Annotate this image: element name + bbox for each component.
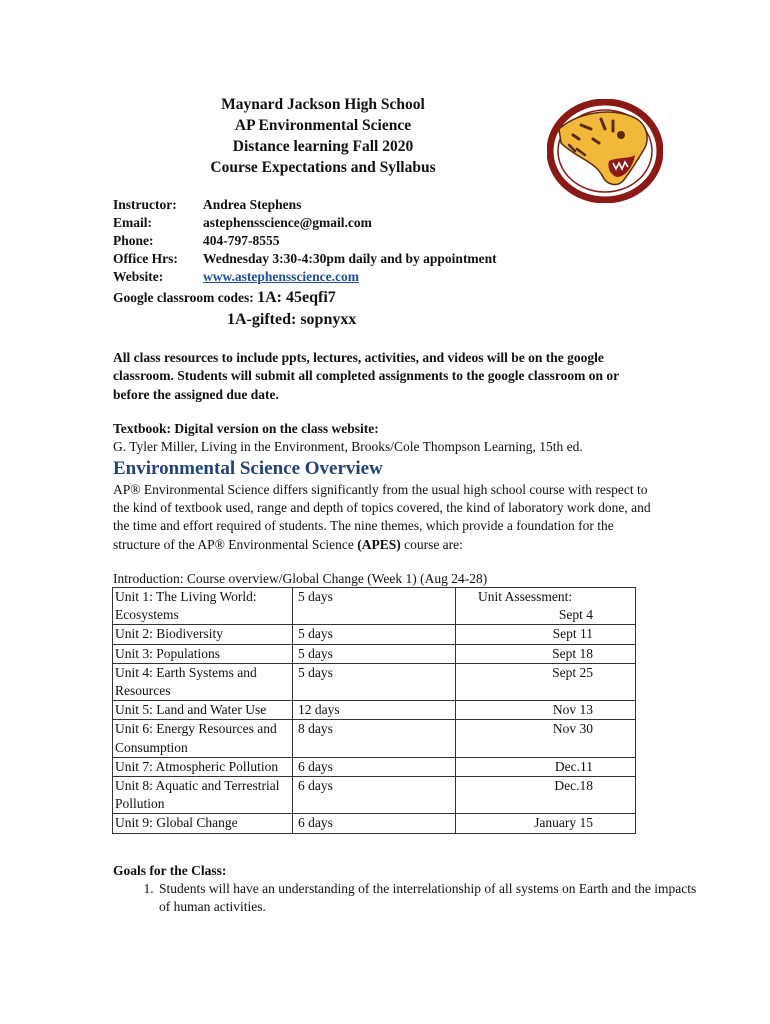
textbook-block (113, 420, 583, 456)
phone-row (113, 232, 497, 250)
goals-section (113, 862, 697, 917)
unit-date: Sept 18 (456, 644, 636, 663)
codes-label: Google classroom codes: (113, 290, 258, 305)
unit-name: Unit 8: Aquatic and Terrestrial Pollution (113, 777, 293, 814)
goals-heading: Goals for the Class: (113, 863, 227, 878)
code-1a-gifted: 1A-gifted: sopnyxx (227, 311, 357, 328)
document-title: Course Expectations and Syllabus (210, 159, 436, 176)
overview-text-end: course are: (400, 536, 463, 552)
unit-date: Nov 30 (456, 720, 636, 757)
unit-date: Sept 4 (558, 607, 593, 623)
table-row (113, 644, 636, 663)
unit-name: Unit 4: Earth Systems and Resources (113, 663, 293, 700)
unit-date: January 15 (456, 814, 636, 833)
school-name: Maynard Jackson High School (221, 96, 425, 113)
unit-days: 5 days (293, 644, 456, 663)
unit-date: Nov 13 (456, 701, 636, 720)
instructor-value: Andrea Stephens (203, 197, 302, 212)
unit-name: Unit 9: Global Change (113, 814, 293, 833)
unit-date: Dec.18 (456, 777, 636, 814)
assessment-header: Unit Assessment: (478, 589, 573, 604)
table-row (113, 663, 636, 700)
unit-name: Unit 2: Biodiversity (113, 625, 293, 644)
website-label: Website: (113, 269, 164, 284)
website-row (113, 268, 497, 286)
instructor-row (113, 196, 497, 214)
unit-name: Unit 3: Populations (113, 644, 293, 663)
unit-days: 6 days (293, 777, 456, 814)
apes-abbrev: (APES) (357, 536, 401, 552)
instructor-label: Instructor: (113, 197, 177, 212)
unit-date: Sept 25 (456, 663, 636, 700)
table-row (113, 720, 636, 757)
goals-list (113, 880, 697, 916)
unit-name: Unit 1: The Living World: Ecosystems (113, 588, 293, 625)
website-link[interactable]: www.astephensscience.com (203, 269, 359, 284)
unit-name: Unit 5: Land and Water Use (113, 701, 293, 720)
unit-days: 5 days (293, 625, 456, 644)
office-hours-row (113, 250, 497, 268)
table-row (113, 777, 636, 814)
course-name: AP Environmental Science (234, 117, 412, 134)
table-row (113, 814, 636, 833)
unit-date: Sept 11 (456, 625, 636, 644)
contact-block (113, 196, 497, 286)
unit-name: Unit 7: Atmospheric Pollution (113, 757, 293, 776)
textbook-citation: G. Tyler Miller, Living in the Environment, Brooks/Cole Thompson Learning, 15th ed. (113, 439, 583, 454)
unit-date: Dec.11 (456, 757, 636, 776)
code-1a: 1A: 45eqfi7 (257, 289, 336, 306)
unit-days: 5 days (293, 663, 456, 700)
unit-name: Unit 6: Energy Resources and Consumption (113, 720, 293, 757)
office-hours-label: Office Hrs: (113, 251, 178, 266)
jaguar-logo (547, 99, 663, 203)
office-hours-value: Wednesday 3:30-4:30pm daily and by appointment (203, 251, 497, 266)
classroom-codes (113, 289, 336, 307)
list-item: 1. Students will have an understanding of the interrelationship of all systems on Earth and the impacts of human activities. (157, 880, 697, 916)
unit-days: 6 days (293, 757, 456, 776)
email-value: astephensscience@gmail.com (203, 215, 372, 230)
term-line: Distance learning Fall 2020 (232, 138, 414, 155)
unit-days: 8 days (293, 720, 456, 757)
textbook-label: Textbook: Digital version on the class website: (113, 421, 379, 436)
overview-heading: Environmental Science Overview (113, 458, 383, 479)
units-table (112, 587, 636, 834)
phone-label: Phone: (113, 233, 154, 248)
phone-value: 404-797-8555 (203, 233, 280, 248)
resources-paragraph: All class resources to include ppts, lectures, activities, and videos will be on the google classroom. Students will submit all completed assignments to the google classroom on or before the assigned due date. (113, 350, 619, 402)
email-label: Email: (113, 215, 152, 230)
unit-days: 12 days (293, 701, 456, 720)
table-row (113, 701, 636, 720)
overview-text: AP® Environmental Science differs significantly from the usual high school course with respect to the kind of textbook used, range and depth of topics covered, the kind of laboratory work done, and the time and effort required of students. The nine themes, which provide a foundation for the structure of the AP® Environmental Science (113, 482, 651, 552)
document-header (113, 94, 533, 178)
table-row (113, 757, 636, 776)
unit-days: 5 days (293, 588, 456, 625)
unit-assessment-cell (456, 588, 636, 625)
table-row (113, 625, 636, 644)
intro-line: Introduction: Course overview/Global Change (Week 1) (Aug 24-28) (113, 571, 488, 586)
table-row (113, 588, 636, 625)
email-row (113, 214, 497, 232)
unit-days: 6 days (293, 814, 456, 833)
overview-paragraph (113, 481, 658, 554)
